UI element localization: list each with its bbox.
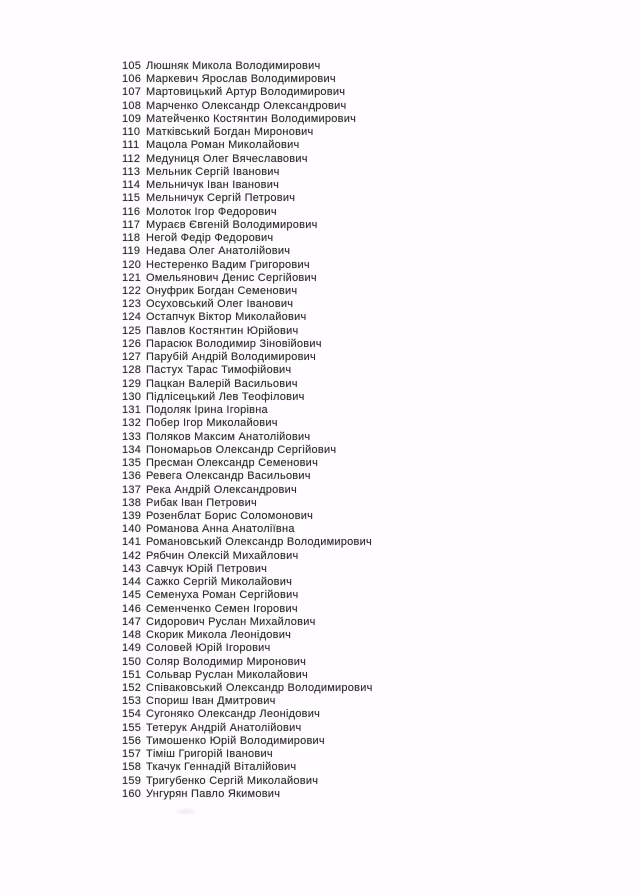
entry-number: 160 — [122, 787, 142, 800]
entry-number: 125 — [122, 324, 142, 337]
entry-name: Подоляк Ірина Ігорівна — [146, 404, 268, 417]
entry-number: 120 — [122, 258, 142, 271]
list-item — [122, 192, 542, 205]
list-item — [122, 364, 542, 377]
entry-number: 105 — [122, 60, 142, 72]
entry-number: 158 — [122, 761, 142, 774]
list-item — [122, 113, 542, 126]
entry-name: Омельянович Денис Сергійович — [146, 271, 317, 284]
entry-name: Романовський Олександр Володимирович — [146, 536, 372, 549]
entry-number: 148 — [122, 629, 142, 642]
list-item — [122, 589, 542, 602]
entry-number: 113 — [122, 165, 141, 178]
entry-name: Остапчук Віктор Миколайович — [146, 311, 307, 324]
entry-name: Рябчин Олексій Михайлович — [146, 549, 299, 562]
entry-number: 144 — [122, 576, 142, 589]
list-item — [122, 338, 542, 351]
list-item — [122, 457, 542, 470]
list-item — [122, 722, 542, 735]
entry-number: 154 — [122, 708, 142, 721]
list-item — [122, 761, 542, 774]
entry-name: Соловей Юрій Ігорович — [146, 642, 271, 655]
entry-name: Побер Ігор Миколайович — [146, 417, 278, 430]
entry-name: Спориш Іван Дмитрович — [146, 695, 276, 708]
entry-number: 155 — [122, 721, 142, 734]
list-item — [122, 735, 542, 748]
list-item — [122, 86, 542, 99]
list-item — [122, 629, 542, 642]
entry-name: Тіміш Григорій Іванович — [146, 748, 273, 761]
entry-name: Нестеренко Вадим Григорович — [146, 258, 310, 271]
entry-number: 126 — [122, 337, 142, 350]
entry-name: Розенблат Борис Соломонович — [146, 509, 314, 522]
entry-number: 118 — [122, 232, 141, 245]
list-item — [122, 100, 542, 113]
entry-name: Молоток Ігор Федорович — [146, 205, 277, 218]
entry-name: Недава Олег Анатолійович — [146, 245, 291, 258]
list-item — [122, 682, 542, 695]
list-item — [122, 695, 542, 708]
list-item — [122, 788, 542, 801]
list-item — [122, 298, 542, 311]
entry-name: Ткачук Геннадій Віталійович — [146, 761, 297, 774]
entry-number: 136 — [122, 470, 142, 483]
entry-number: 121 — [122, 271, 142, 284]
entry-name: Пресман Олександр Семенович — [146, 457, 319, 470]
name-list — [122, 60, 542, 801]
entry-name: Река Андрій Олександрович — [146, 483, 298, 496]
entry-name: Матківський Богдан Миронович — [146, 126, 314, 139]
entry-name: Унгурян Павло Якимович — [146, 787, 281, 800]
entry-number: 149 — [122, 642, 142, 655]
entry-number: 139 — [122, 509, 142, 522]
entry-number: 151 — [122, 668, 142, 681]
entry-name: Онуфрик Богдан Семенович — [146, 284, 298, 297]
entry-number: 119 — [122, 245, 141, 258]
entry-number: 157 — [122, 748, 142, 761]
list-item — [122, 656, 542, 669]
list-item — [122, 576, 542, 589]
entry-name: Тригубенко Сергій Миколайович — [146, 774, 319, 787]
list-item — [122, 642, 542, 655]
entry-number: 141 — [122, 536, 142, 549]
entry-name: Соляр Володимир Миронович — [146, 655, 307, 668]
entry-name: Сольвар Руслан Миколайович — [146, 668, 308, 681]
entry-number: 159 — [122, 774, 142, 787]
entry-name: Тетерук Андрій Анатолійович — [146, 721, 302, 734]
entry-name: Пастух Тарас Тимофійович — [146, 364, 292, 377]
list-item — [122, 669, 542, 682]
entry-name: Семенченко Семен Ігорович — [146, 602, 298, 615]
list-item — [122, 60, 542, 73]
entry-number: 128 — [122, 364, 142, 377]
list-item — [122, 510, 542, 523]
entry-number: 146 — [122, 602, 142, 615]
entry-number: 107 — [122, 86, 142, 99]
entry-number: 108 — [122, 99, 142, 112]
list-item — [122, 351, 542, 364]
entry-number: 131 — [122, 404, 142, 417]
list-item — [122, 484, 542, 497]
entry-name: Підлісецький Лев Теофілович — [146, 390, 305, 403]
entry-name: Ревега Олександр Васильович — [146, 470, 311, 483]
scan-artifact — [176, 810, 196, 813]
entry-number: 117 — [122, 218, 141, 231]
entry-name: Павлов Костянтин Юрійович — [146, 324, 299, 337]
list-item — [122, 603, 542, 616]
list-item — [122, 206, 542, 219]
entry-number: 133 — [122, 430, 142, 443]
entry-name: Осуховський Олег Іванович — [146, 298, 294, 311]
entry-name: Сугоняко Олександр Леонідович — [146, 708, 321, 721]
list-item — [122, 497, 542, 510]
entry-number: 123 — [122, 298, 142, 311]
list-item — [122, 775, 542, 788]
entry-name: Мартовицький Артур Володимирович — [146, 86, 346, 99]
entry-name: Співаковський Олександр Володимирович — [146, 682, 373, 695]
list-item — [122, 550, 542, 563]
entry-name: Люшняк Микола Володимирович — [146, 60, 321, 72]
entry-number: 130 — [122, 390, 142, 403]
list-item — [122, 536, 542, 549]
entry-name: Медуниця Олег Вячеславович — [146, 152, 308, 165]
entry-name: Негой Федір Федорович — [146, 232, 274, 245]
list-item — [122, 391, 542, 404]
list-item — [122, 153, 542, 166]
list-item — [122, 285, 542, 298]
entry-number: 135 — [122, 457, 142, 470]
entry-number: 127 — [122, 351, 142, 364]
entry-number: 111 — [122, 139, 140, 152]
list-item — [122, 378, 542, 391]
entry-name: Мацола Роман Миколайович — [146, 139, 300, 152]
entry-number: 132 — [122, 417, 142, 430]
entry-number: 129 — [122, 377, 142, 390]
entry-name: Рибак Іван Петрович — [146, 496, 257, 509]
list-item — [122, 325, 542, 338]
entry-number: 134 — [122, 443, 142, 456]
entry-name: Мураєв Євгеній Володимирович — [146, 218, 318, 231]
entry-number: 124 — [122, 311, 142, 324]
entry-name: Парубій Андрій Володимирович — [146, 351, 317, 364]
list-item — [122, 523, 542, 536]
list-item — [122, 417, 542, 430]
entry-name: Матейченко Костянтин Володимирович — [146, 112, 357, 125]
entry-name: Маркевич Ярослав Володимирович — [146, 73, 336, 86]
entry-number: 122 — [122, 284, 142, 297]
entry-name: Пономарьов Олександр Сергійович — [146, 443, 337, 456]
entry-number: 109 — [122, 112, 142, 125]
entry-number: 106 — [122, 73, 142, 86]
entry-number: 138 — [122, 496, 142, 509]
entry-number: 142 — [122, 549, 142, 562]
entry-name: Сидорович Руслан Михайлович — [146, 615, 316, 628]
list-item — [122, 404, 542, 417]
entry-name: Мельник Сергій Іванович — [146, 165, 280, 178]
list-item — [122, 272, 542, 285]
entry-name: Романова Анна Анатоліївна — [146, 523, 295, 536]
list-item — [122, 311, 542, 324]
entry-name: Пацкан Валерій Васильович — [146, 377, 298, 390]
list-item — [122, 431, 542, 444]
entry-number: 143 — [122, 562, 142, 575]
entry-name: Марченко Олександр Олександрович — [146, 99, 347, 112]
entry-number: 112 — [122, 152, 141, 165]
entry-number: 156 — [122, 734, 142, 747]
entry-number: 115 — [122, 192, 141, 205]
list-item — [122, 219, 542, 232]
entry-number: 110 — [122, 126, 141, 139]
entry-number: 153 — [122, 695, 142, 708]
list-item — [122, 232, 542, 245]
list-item — [122, 470, 542, 483]
entry-number: 116 — [122, 205, 141, 218]
entry-number: 147 — [122, 615, 142, 628]
list-item — [122, 139, 542, 152]
list-item — [122, 166, 542, 179]
entry-number: 150 — [122, 655, 142, 668]
entry-name: Скорик Микола Леонідович — [146, 629, 292, 642]
entry-name: Семенуха Роман Сергійович — [146, 589, 299, 602]
list-item — [122, 126, 542, 139]
entry-number: 114 — [122, 179, 141, 192]
entry-name: Тимошенко Юрій Володимирович — [146, 734, 325, 747]
list-item — [122, 444, 542, 457]
entry-number: 145 — [122, 589, 142, 602]
entry-number: 140 — [122, 523, 142, 536]
list-item — [122, 563, 542, 576]
entry-number: 137 — [122, 483, 142, 496]
list-item — [122, 748, 542, 761]
list-item — [122, 708, 542, 721]
entry-name: Мельничук Сергій Петрович — [146, 192, 296, 205]
list-item — [122, 245, 542, 258]
entry-name: Сажко Сергій Миколайович — [146, 576, 293, 589]
entry-name: Поляков Максим Анатолійович — [146, 430, 311, 443]
entry-name: Мельничук Іван Іванович — [146, 179, 280, 192]
list-item — [122, 73, 542, 86]
entry-name: Парасюк Володимир Зіновійович — [146, 337, 322, 350]
list-item — [122, 259, 542, 272]
entry-number: 152 — [122, 682, 142, 695]
list-item — [122, 616, 542, 629]
list-item — [122, 179, 542, 192]
entry-name: Савчук Юрій Петрович — [146, 562, 268, 575]
